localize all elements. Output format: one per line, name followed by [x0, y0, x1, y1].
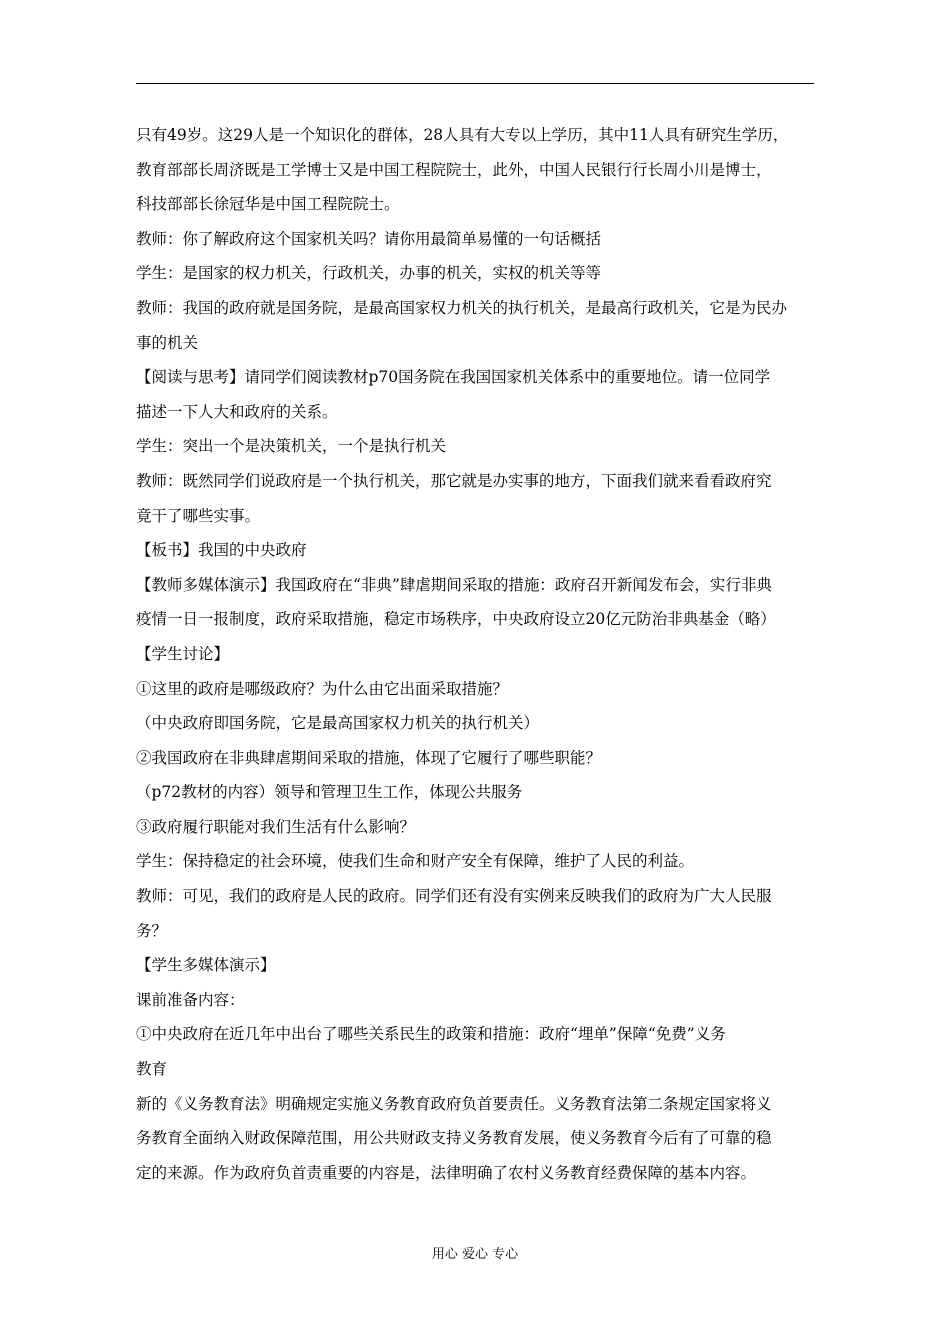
text-line: （p72教材的内容）领导和管理卫生工作，体现公共服务: [136, 783, 523, 802]
text-line: 疫情一日一报制度，政府采取措施，稳定市场秩序，中央政府设立20亿元防治非典基金（略）: [136, 610, 776, 629]
text-line: 教师：既然同学们说政府是一个执行机关，那它就是办实事的地方，下面我们就来看看政府究: [136, 471, 772, 490]
text-line: 【学生多媒体演示】: [136, 956, 276, 975]
text-line: 学生：是国家的权力机关，行政机关，办事的机关，实权的机关等等: [136, 264, 602, 283]
text-line: ③政府履行职能对我们生活有什么影响？: [136, 817, 416, 836]
text-line: 只有49岁。这29人是一个知识化的群体，28人具有大专以上学历，其中11人具有研究生学历，: [136, 126, 789, 144]
text-line: ②我国政府在非典肆虐期间采取的措施，体现了它履行了哪些职能？: [136, 748, 602, 767]
text-line: 学生：保持稳定的社会环境，使我们生命和财产安全有保障，维护了人民的利益。: [136, 852, 695, 871]
text-line: 教师：可见，我们的政府是人民的政府。同学们还有没有实例来反映我们的政府为广大人民服: [136, 887, 772, 906]
text-line: 教育: [136, 1060, 168, 1079]
text-line: 务教育全面纳入财政保障范围，用公共财政支持义务教育发展，使义务教育今后有了可靠的稳: [136, 1129, 772, 1148]
text-line: ①中央政府在近几年中出台了哪些关系民生的政策和措施：政府“埋单”保障“免费”义务: [136, 1025, 726, 1044]
text-line: 科技部部长徐冠华是中国工程院院士。: [136, 195, 400, 214]
text-line: 定的来源。作为政府负首责重要的内容是，法律明确了农村义务教育经费保障的基本内容。: [136, 1163, 757, 1182]
text-line: ①这里的政府是哪级政府？为什么由它出面采取措施？: [136, 679, 509, 698]
text-line: 学生：突出一个是决策机关，一个是执行机关: [136, 437, 447, 456]
text-line: 【阅读与思考】请同学们阅读教材p70国务院在我国国家机关体系中的重要地位。请一位同学: [136, 368, 771, 387]
text-line: 【教师多媒体演示】我国政府在“非典”肆虐期间采取的措施：政府召开新闻发布会，实行非典: [136, 575, 772, 594]
document-body: [136, 118, 818, 1190]
text-line: 教师：你了解政府这个国家机关吗？请你用最简单易懂的一句话概括: [136, 229, 602, 248]
text-line: 【学生讨论】: [136, 644, 230, 663]
text-line: 描述一下人大和政府的关系。: [136, 402, 338, 421]
text-line: 【板书】我国的中央政府: [136, 541, 307, 560]
text-line: （中央政府即国务院，它是最高国家权力机关的执行机关）: [136, 714, 540, 733]
header-rule: [136, 83, 814, 84]
page-footer: 用心 爱心 专心: [431, 1247, 519, 1262]
text-line: 教师：我国的政府就是国务院，是最高国家权力机关的执行机关，是最高行政机关，它是为民办: [136, 298, 788, 317]
text-line: 新的《义务教育法》明确规定实施义务教育政府负首要责任。义务教育法第二条规定国家将义: [136, 1094, 772, 1113]
text-line: 竟干了哪些实事。: [136, 506, 261, 525]
text-line: 课前准备内容：: [136, 990, 245, 1009]
text-line: 教育部部长周济既是工学博士又是中国工程院院士，此外，中国人民银行行长周小川是博士，: [136, 160, 772, 179]
text-line: 务？: [136, 921, 168, 940]
text-line: 事的机关: [136, 333, 199, 352]
